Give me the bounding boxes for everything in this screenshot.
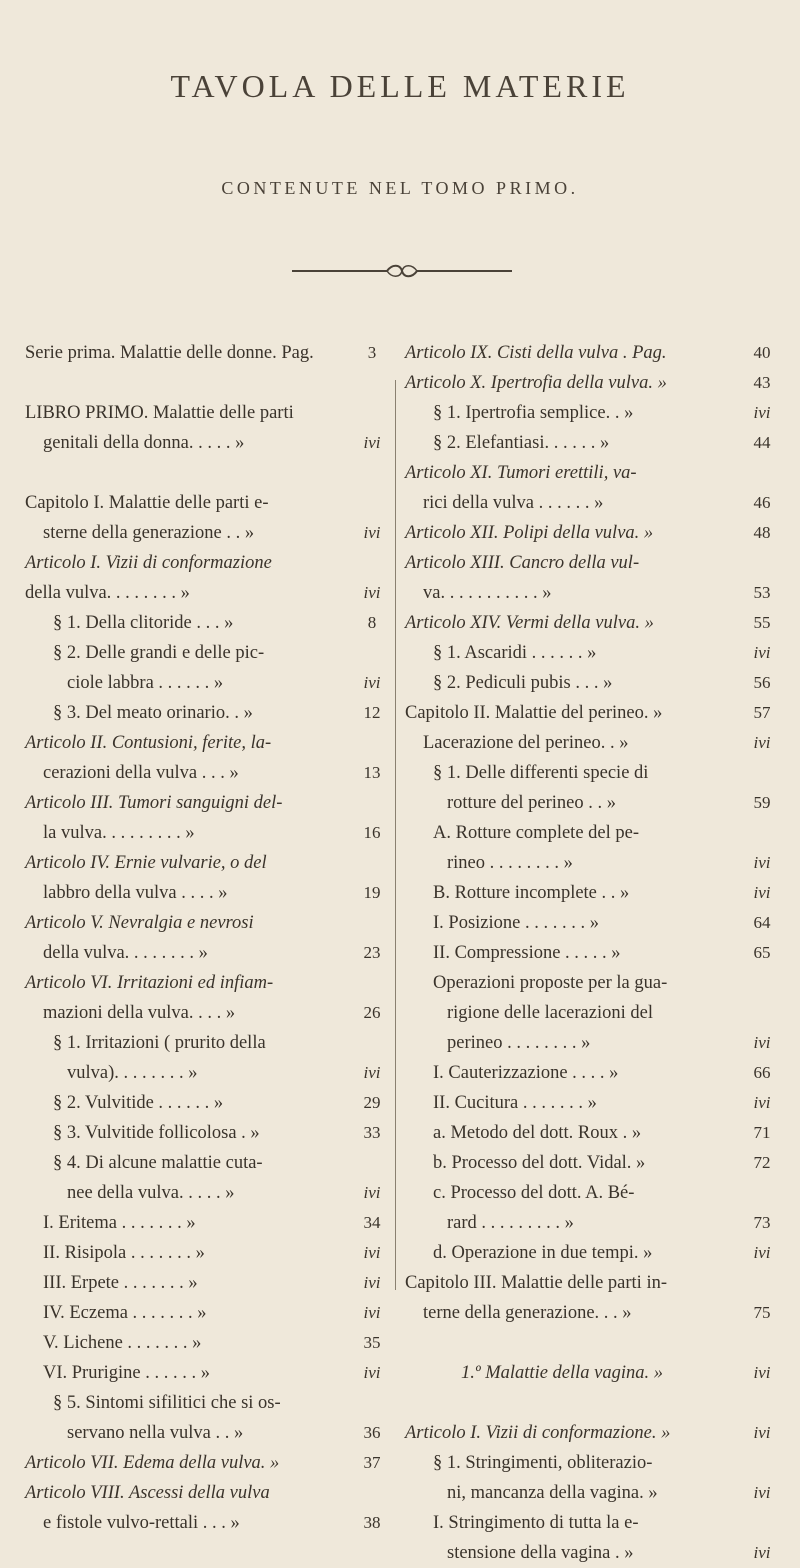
toc-entry-page: ivi [753, 643, 771, 662]
toc-entry-text: Articolo X. Ipertrofia della vulva. » [405, 373, 667, 393]
toc-entry [405, 1478, 780, 1508]
toc-entry [405, 698, 780, 728]
toc-entry [25, 698, 390, 728]
toc-entry-text: B. Rotture incomplete . . » [433, 883, 630, 903]
toc-entry [25, 638, 390, 668]
toc-entry [405, 428, 780, 458]
toc-entry [405, 878, 780, 908]
toc-entry-page: 13 [363, 763, 381, 782]
toc-entry [405, 368, 780, 398]
toc-entry-text: e fistole vulvo-rettali . . . » [43, 1513, 240, 1533]
toc-entry [405, 608, 780, 638]
toc-entry [405, 1118, 780, 1148]
toc-entry-text: Articolo VII. Edema della vulva. » [25, 1453, 280, 1473]
toc-entry-text: I. Eritema . . . . . . . » [43, 1213, 196, 1233]
toc-entry-text: va. . . . . . . . . . . » [423, 583, 552, 603]
toc-entry [25, 938, 390, 968]
toc-entry-text: Operazioni proposte per la gua- [433, 973, 668, 993]
toc-entry [25, 848, 390, 878]
toc-entry-page: 71 [753, 1123, 771, 1142]
toc-entry-text: nee della vulva. . . . . » [67, 1183, 235, 1203]
toc-entry [405, 998, 780, 1028]
toc-entry-text: stensione della vagina . » [447, 1543, 634, 1563]
toc-entry-text: ni, mancanza della vagina. » [447, 1483, 658, 1503]
toc-entry-page: ivi [753, 1543, 771, 1562]
toc-entry-text: § 1. Delle differenti specie di [433, 763, 649, 783]
toc-entry [405, 1448, 780, 1478]
toc-entry [25, 758, 390, 788]
toc-entry-text: § 1. Ascaridi . . . . . . » [433, 643, 597, 663]
toc-entry-page: 59 [753, 793, 771, 812]
toc-entry [25, 1358, 390, 1388]
ornament-divider [292, 264, 512, 278]
toc-entry [405, 908, 780, 938]
toc-entry-text: Articolo IV. Ernie vulvarie, o del [25, 853, 267, 873]
toc-entry [25, 428, 390, 458]
toc-entry-text: sterne della generazione . . » [43, 523, 255, 543]
toc-entry [25, 668, 390, 698]
toc-entry-text: rineo . . . . . . . . » [447, 853, 573, 873]
toc-entry-page: ivi [363, 1063, 381, 1082]
toc-entry [405, 1298, 780, 1328]
toc-entry-text: rotture del perineo . . » [447, 793, 617, 813]
toc-entry-page: 23 [363, 943, 381, 962]
toc-entry [25, 728, 390, 758]
toc-entry [405, 728, 780, 758]
toc-entry-page: 35 [363, 1333, 381, 1352]
toc-entry-text: vulva). . . . . . . . » [67, 1063, 198, 1083]
toc-entry-text: la vulva. . . . . . . . . » [43, 823, 195, 843]
toc-entry-text: I. Stringimento di tutta la e- [433, 1513, 639, 1533]
toc-entry-page: 29 [363, 1093, 381, 1112]
toc-entry-page: ivi [753, 1243, 771, 1262]
toc-entry [25, 908, 390, 938]
toc-entry [25, 1508, 390, 1538]
toc-entry-page: ivi [363, 1273, 381, 1292]
toc-entry-page: ivi [753, 883, 771, 902]
toc-entry-text: cerazioni della vulva . . . » [43, 763, 239, 783]
toc-entry-page: ivi [753, 853, 771, 872]
toc-entry [25, 1268, 390, 1298]
toc-entry-page: ivi [753, 1423, 771, 1442]
toc-entry-text: § 2. Elefantiasi. . . . . . » [433, 433, 610, 453]
toc-entry-text: Articolo II. Contusioni, ferite, la- [25, 733, 272, 753]
page-subtitle: CONTENUTE NEL TOMO PRIMO. [221, 178, 579, 198]
toc-entry-text: della vulva. . . . . . . . » [25, 583, 190, 603]
toc-entry [405, 1238, 780, 1268]
toc-entry [405, 548, 780, 578]
toc-entry-text: Articolo V. Nevralgia e nevrosi [25, 913, 254, 933]
toc-entry-text: Articolo XII. Polipi della vulva. » [405, 523, 654, 543]
toc-entry [25, 998, 390, 1028]
toc-entry-text: rigione delle lacerazioni del [447, 1003, 653, 1023]
toc-entry [405, 938, 780, 968]
toc-entry [25, 878, 390, 908]
toc-entry-text: II. Cucitura . . . . . . . » [433, 1093, 597, 1113]
toc-entry-text: c. Processo del dott. A. Bé- [433, 1183, 635, 1203]
toc-entry [25, 578, 390, 608]
toc-entry-text: perineo . . . . . . . . » [447, 1033, 591, 1053]
toc-entry-text: § 3. Vulvitide follicolosa . » [53, 1123, 260, 1143]
toc-entry-text: I. Posizione . . . . . . . » [433, 913, 599, 933]
toc-entry-page: 34 [363, 1213, 381, 1232]
toc-entry [405, 1388, 780, 1418]
toc-entry [405, 398, 780, 428]
toc-entry-page: 65 [753, 943, 771, 962]
toc-entry [25, 1298, 390, 1328]
toc-entry-text: Serie prima. Malattie delle donne. Pag. [25, 343, 314, 363]
toc-entry-text: servano nella vulva . . » [67, 1423, 244, 1443]
toc-entry [405, 1538, 780, 1568]
toc-entry-text: Articolo XIII. Cancro della vul- [405, 553, 640, 573]
toc-entry [25, 398, 390, 428]
toc-entry-text: § 4. Di alcune malattie cuta- [53, 1153, 263, 1173]
toc-entry-text: § 1. Della clitoride . . . » [53, 613, 234, 633]
toc-entry-text: Articolo I. Vizii di conformazione. » [405, 1423, 671, 1443]
toc-entry-page: 43 [753, 373, 771, 392]
toc-entry-text: § 1. Irritazioni ( prurito della [53, 1033, 266, 1053]
toc-entry-page: 73 [753, 1213, 771, 1232]
toc-entry-page: 64 [753, 913, 771, 932]
toc-entry-text: b. Processo del dott. Vidal. » [433, 1153, 646, 1173]
toc-entry-text: ciole labbra . . . . . . » [67, 673, 224, 693]
toc-entry-text: rici della vulva . . . . . . » [423, 493, 604, 513]
toc-entry-text: IV. Eczema . . . . . . . » [43, 1303, 207, 1323]
toc-entry-page: ivi [363, 1303, 381, 1322]
toc-entry-text: Articolo VI. Irritazioni ed infiam- [25, 973, 274, 993]
toc-entry-text: 1.º Malattie della vagina. » [461, 1363, 664, 1383]
toc-entry-text: della vulva. . . . . . . . » [43, 943, 208, 963]
toc-entry [405, 1508, 780, 1538]
toc-entry [405, 758, 780, 788]
toc-entry-page: 38 [363, 1513, 381, 1532]
toc-entry-text: Articolo I. Vizii di conformazione [25, 553, 272, 573]
toc-entry-page: ivi [363, 1243, 381, 1262]
toc-entry [25, 1118, 390, 1148]
toc-entry [405, 1418, 780, 1448]
toc-entry [405, 1088, 780, 1118]
toc-entry-page: ivi [753, 1093, 771, 1112]
toc-entry [405, 848, 780, 878]
toc-entry-page: ivi [753, 733, 771, 752]
toc-entry [25, 1328, 390, 1358]
toc-entry-page: 44 [753, 433, 771, 452]
toc-entry-page: 56 [753, 673, 771, 692]
toc-entry-page: 75 [753, 1303, 771, 1322]
toc-entry-page: 53 [753, 583, 771, 602]
toc-entry [25, 1178, 390, 1208]
page-title: TAVOLA DELLE MATERIE [170, 68, 630, 104]
toc-entry-page: 66 [753, 1063, 771, 1082]
toc-entry-text: § 2. Pediculi pubis . . . » [433, 673, 613, 693]
toc-entry [25, 818, 390, 848]
toc-right-column [405, 338, 780, 1563]
toc-entry-page: 12 [363, 703, 381, 722]
toc-entry [405, 1178, 780, 1208]
toc-entry [405, 488, 780, 518]
toc-entry-text: rard . . . . . . . . . » [447, 1213, 574, 1233]
toc-entry-page: 57 [753, 703, 771, 722]
toc-entry [405, 518, 780, 548]
toc-entry [25, 1058, 390, 1088]
toc-entry [25, 488, 390, 518]
toc-entry [25, 1418, 390, 1448]
toc-entry-text: § 5. Sintomi sifilitici che si os- [53, 1393, 281, 1413]
toc-entry-text: Lacerazione del perineo. . » [423, 733, 629, 753]
toc-entry-text: Articolo IX. Cisti della vulva . Pag. [405, 343, 667, 363]
toc-entry [25, 1388, 390, 1418]
toc-entry-text: § 2. Vulvitide . . . . . . » [53, 1093, 224, 1113]
toc-entry [25, 968, 390, 998]
toc-entry [25, 338, 390, 368]
toc-entry [25, 1448, 390, 1478]
toc-entry [405, 1028, 780, 1058]
toc-entry [25, 1148, 390, 1178]
toc-entry-text: § 1. Ipertrofia semplice. . » [433, 403, 634, 423]
toc-entry-page: 48 [753, 523, 771, 542]
toc-entry-text: Articolo III. Tumori sanguigni del- [25, 793, 283, 813]
toc-entry [405, 788, 780, 818]
toc-entry-page: 36 [363, 1423, 381, 1442]
toc-entry-text: Articolo VIII. Ascessi della vulva [25, 1483, 270, 1503]
toc-entry [25, 788, 390, 818]
toc-entry [25, 1088, 390, 1118]
toc-entry-page: 40 [753, 343, 771, 362]
toc-entry-page: ivi [363, 583, 381, 602]
toc-entry [405, 1328, 780, 1358]
toc-entry-text: mazioni della vulva. . . . » [43, 1003, 236, 1023]
toc-entry [405, 1058, 780, 1088]
toc-entry [25, 1208, 390, 1238]
toc-entry [405, 1148, 780, 1178]
toc-entry-text: Articolo XIV. Vermi della vulva. » [405, 613, 654, 633]
toc-entry-text: II. Risipola . . . . . . . » [43, 1243, 205, 1263]
toc-entry-text: Capitolo III. Malattie delle parti in- [405, 1273, 667, 1293]
toc-entry [405, 968, 780, 998]
toc-entry-text: VI. Prurigine . . . . . . » [43, 1363, 210, 1383]
toc-entry-page: ivi [753, 1033, 771, 1052]
toc-entry-page: 37 [363, 1453, 381, 1472]
toc-entry [25, 1478, 390, 1508]
toc-entry [405, 668, 780, 698]
toc-entry-page: 72 [753, 1153, 771, 1172]
toc-entry-page: ivi [363, 1183, 381, 1202]
toc-entry-text: A. Rotture complete del pe- [433, 823, 640, 843]
toc-entry-text: Capitolo II. Malattie del perineo. » [405, 703, 663, 723]
toc-entry-page: ivi [363, 673, 381, 692]
toc-entry-text: LIBRO PRIMO. Malattie delle parti [25, 403, 294, 423]
toc-entry-text: § 2. Delle grandi e delle pic- [53, 643, 265, 663]
toc-entry [405, 1208, 780, 1238]
toc-entry-page: ivi [753, 1483, 771, 1502]
toc-entry-text: V. Lichene . . . . . . . » [43, 1333, 202, 1353]
toc-entry-text: II. Compressione . . . . . » [433, 943, 621, 963]
toc-entry-page: 33 [363, 1123, 381, 1142]
toc-entry-page: 19 [363, 883, 381, 902]
toc-entry-page: 3 [367, 343, 377, 362]
toc-entry-page: 55 [753, 613, 771, 632]
toc-entry [405, 1268, 780, 1298]
toc-entry-page: ivi [753, 403, 771, 422]
toc-entry-text: genitali della donna. . . . . » [43, 433, 245, 453]
toc-entry-text: III. Erpete . . . . . . . » [43, 1273, 198, 1293]
toc-entry-page: 16 [363, 823, 381, 842]
toc-entry-text: Capitolo I. Malattie delle parti e- [25, 493, 269, 513]
toc-entry-page: 46 [753, 493, 771, 512]
toc-entry-page: 26 [363, 1003, 381, 1022]
toc-left-column [25, 338, 390, 1533]
toc-entry [405, 458, 780, 488]
toc-entry-page: ivi [363, 523, 381, 542]
toc-entry [25, 548, 390, 578]
toc-entry-text: I. Cauterizzazione . . . . » [433, 1063, 619, 1083]
toc-entry [405, 578, 780, 608]
toc-entry [405, 638, 780, 668]
column-divider [395, 380, 396, 1290]
toc-entry-text: Articolo XI. Tumori erettili, va- [405, 463, 637, 483]
toc-entry [25, 1028, 390, 1058]
toc-entry [25, 608, 390, 638]
toc-entry-page: ivi [753, 1363, 771, 1382]
toc-entry [25, 368, 390, 398]
toc-entry [25, 458, 390, 488]
toc-entry [25, 1238, 390, 1268]
toc-entry [405, 818, 780, 848]
toc-entry [405, 1358, 780, 1388]
toc-entry-text: terne della generazione. . . » [423, 1303, 632, 1323]
toc-entry-text: d. Operazione in due tempi. » [433, 1243, 653, 1263]
toc-entry [25, 518, 390, 548]
toc-entry-text: a. Metodo del dott. Roux . » [433, 1123, 642, 1143]
toc-entry-text: § 1. Stringimenti, obliterazio- [433, 1453, 653, 1473]
toc-entry-page: ivi [363, 1363, 381, 1382]
toc-entry-text: § 3. Del meato orinario. . » [53, 703, 253, 723]
toc-entry-page: ivi [363, 433, 381, 452]
toc-entry-text: labbro della vulva . . . . » [43, 883, 228, 903]
toc-entry [405, 338, 780, 368]
toc-entry-page: 8 [367, 613, 377, 632]
